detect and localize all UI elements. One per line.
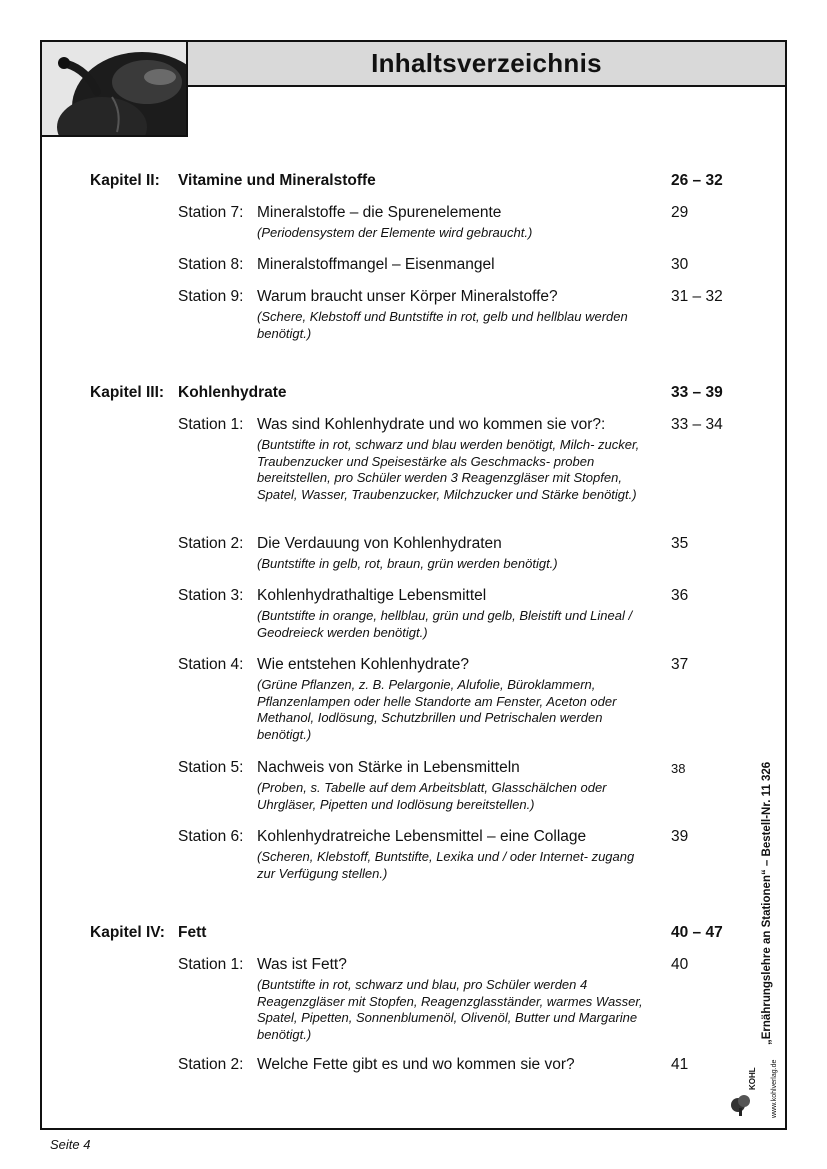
station-page: 30	[671, 256, 689, 273]
station-label: Station 6:	[178, 828, 244, 845]
station-title: Was ist Fett?	[257, 956, 347, 973]
station-entry	[178, 535, 688, 573]
station-title: Mineralstoffe – die Spurenelemente	[257, 204, 502, 221]
chapter-heading	[90, 924, 740, 942]
station-note: (Scheren, Klebstoff, Buntstifte, Lexika und / oder Internet- zugang zur Verfügung stellen.)	[257, 849, 635, 881]
station-note: (Periodensystem der Elemente wird gebraucht.)	[257, 225, 533, 240]
station-entry	[178, 656, 688, 743]
station-label: Station 1:	[178, 956, 244, 973]
station-title: Die Verdauung von Kohlenhydraten	[257, 535, 502, 552]
station-entry	[178, 956, 688, 1043]
chapter-label: Kapitel IV:	[90, 924, 165, 941]
station-page: 38	[671, 761, 686, 776]
chapter-label: Kapitel II:	[90, 172, 160, 189]
chapter-heading	[90, 172, 740, 190]
station-title: Welche Fette gibt es und wo kommen sie vor?	[257, 1056, 575, 1073]
station-label: Station 4:	[178, 656, 244, 673]
station-note: (Schere, Klebstoff und Buntstifte in rot, gelb und hellblau werden benötigt.)	[257, 309, 628, 341]
station-page: 41	[671, 1056, 689, 1073]
station-label: Station 7:	[178, 204, 244, 221]
station-title: Mineralstoffmangel – Eisenmangel	[257, 256, 495, 273]
station-note: (Proben, s. Tabelle auf dem Arbeitsblatt, Glasschälchen oder Uhrgläser, Pipetten und Iodlösung bereitstellen.)	[257, 780, 607, 812]
order-number-text: „Ernährungslehre an Stationen“ – Bestell-Nr. 11 326	[761, 761, 773, 1045]
station-label: Station 1:	[178, 416, 244, 433]
chapter-pages: 33 – 39	[671, 384, 723, 401]
page-title: Inhaltsverzeichnis	[371, 48, 602, 78]
station-page: 36	[671, 587, 689, 604]
station-note: (Buntstifte in orange, hellblau, grün und gelb, Bleistift und Lineal / Geodreieck werden benötigt.)	[257, 608, 633, 640]
station-title: Nachweis von Stärke in Lebensmitteln	[257, 759, 520, 776]
station-title: Wie entstehen Kohlenhydrate?	[257, 656, 469, 673]
chapter-label: Kapitel III:	[90, 384, 165, 401]
station-entry	[178, 288, 723, 342]
station-entry	[178, 828, 688, 882]
chapter-title: Fett	[178, 924, 207, 941]
station-note: (Buntstifte in gelb, rot, braun, grün werden benötigt.)	[257, 556, 558, 571]
station-page: 33 – 34	[671, 416, 723, 433]
station-entry	[178, 587, 688, 641]
station-label: Station 8:	[178, 256, 244, 273]
chapter-heading	[90, 384, 740, 402]
station-note: (Buntstifte in rot, schwarz und blau, pro Schüler werden 4 Reagenzgläser mit Stopfen, Reagenzglasständer, warmes Wasser, Spatel, Pipetten, Sonnenblumenöl, Olivenöl, Butter und Margarine benötigt.)	[257, 977, 643, 1042]
station-entry	[178, 759, 685, 813]
station-page: 31 – 32	[671, 288, 723, 305]
publisher-url: www.kohlverlag.de	[771, 1059, 778, 1118]
station-label: Station 2:	[178, 535, 244, 552]
station-title: Kohlenhydrathaltige Lebensmittel	[257, 587, 487, 604]
station-label: Station 9:	[178, 288, 244, 305]
station-page: 29	[671, 204, 689, 221]
chapter-title: Kohlenhydrate	[178, 384, 287, 401]
chapter-pages: 40 – 47	[671, 924, 723, 941]
publisher-logo-text: KOHL	[748, 1067, 757, 1090]
station-title: Was sind Kohlenhydrate und wo kommen sie vor?:	[257, 416, 606, 433]
chapter-title: Vitamine und Mineralstoffe	[178, 172, 376, 189]
station-entry	[178, 204, 688, 242]
station-title: Warum braucht unser Körper Mineralstoffe?	[257, 288, 558, 305]
station-label: Station 2:	[178, 1056, 244, 1073]
station-note: (Grüne Pflanzen, z. B. Pelargonie, Alufolie, Büroklammern, Pflanzenlampen oder helle Standorte am Fenster, Aceton oder Methanol, Iodlösung, Schutzbrillen und Petrischalen werden benötigt.)	[257, 677, 617, 742]
station-note: (Buntstifte in rot, schwarz und blau werden benötigt, Milch- zucker, Traubenzucker und Speisestärke als Geschmacks- proben bereitstellen, pro Schüler werden 3 Reagenzgläser mit Stopfen, Spatel, Wasser, Traubenzucker, Milchzucker und Stärke benötigt.)	[257, 437, 640, 502]
station-entry	[178, 256, 688, 274]
station-entry	[178, 416, 723, 503]
station-title: Kohlenhydratreiche Lebensmittel – eine Collage	[257, 828, 587, 845]
station-page: 35	[671, 535, 689, 552]
station-label: Station 5:	[178, 759, 244, 776]
station-page: 40	[671, 956, 689, 973]
page-number: Seite 4	[50, 1137, 91, 1152]
chapter-pages: 26 – 32	[671, 172, 723, 189]
station-label: Station 3:	[178, 587, 244, 604]
station-page: 39	[671, 828, 689, 845]
station-page: 37	[671, 656, 689, 673]
station-entry	[178, 1056, 688, 1074]
